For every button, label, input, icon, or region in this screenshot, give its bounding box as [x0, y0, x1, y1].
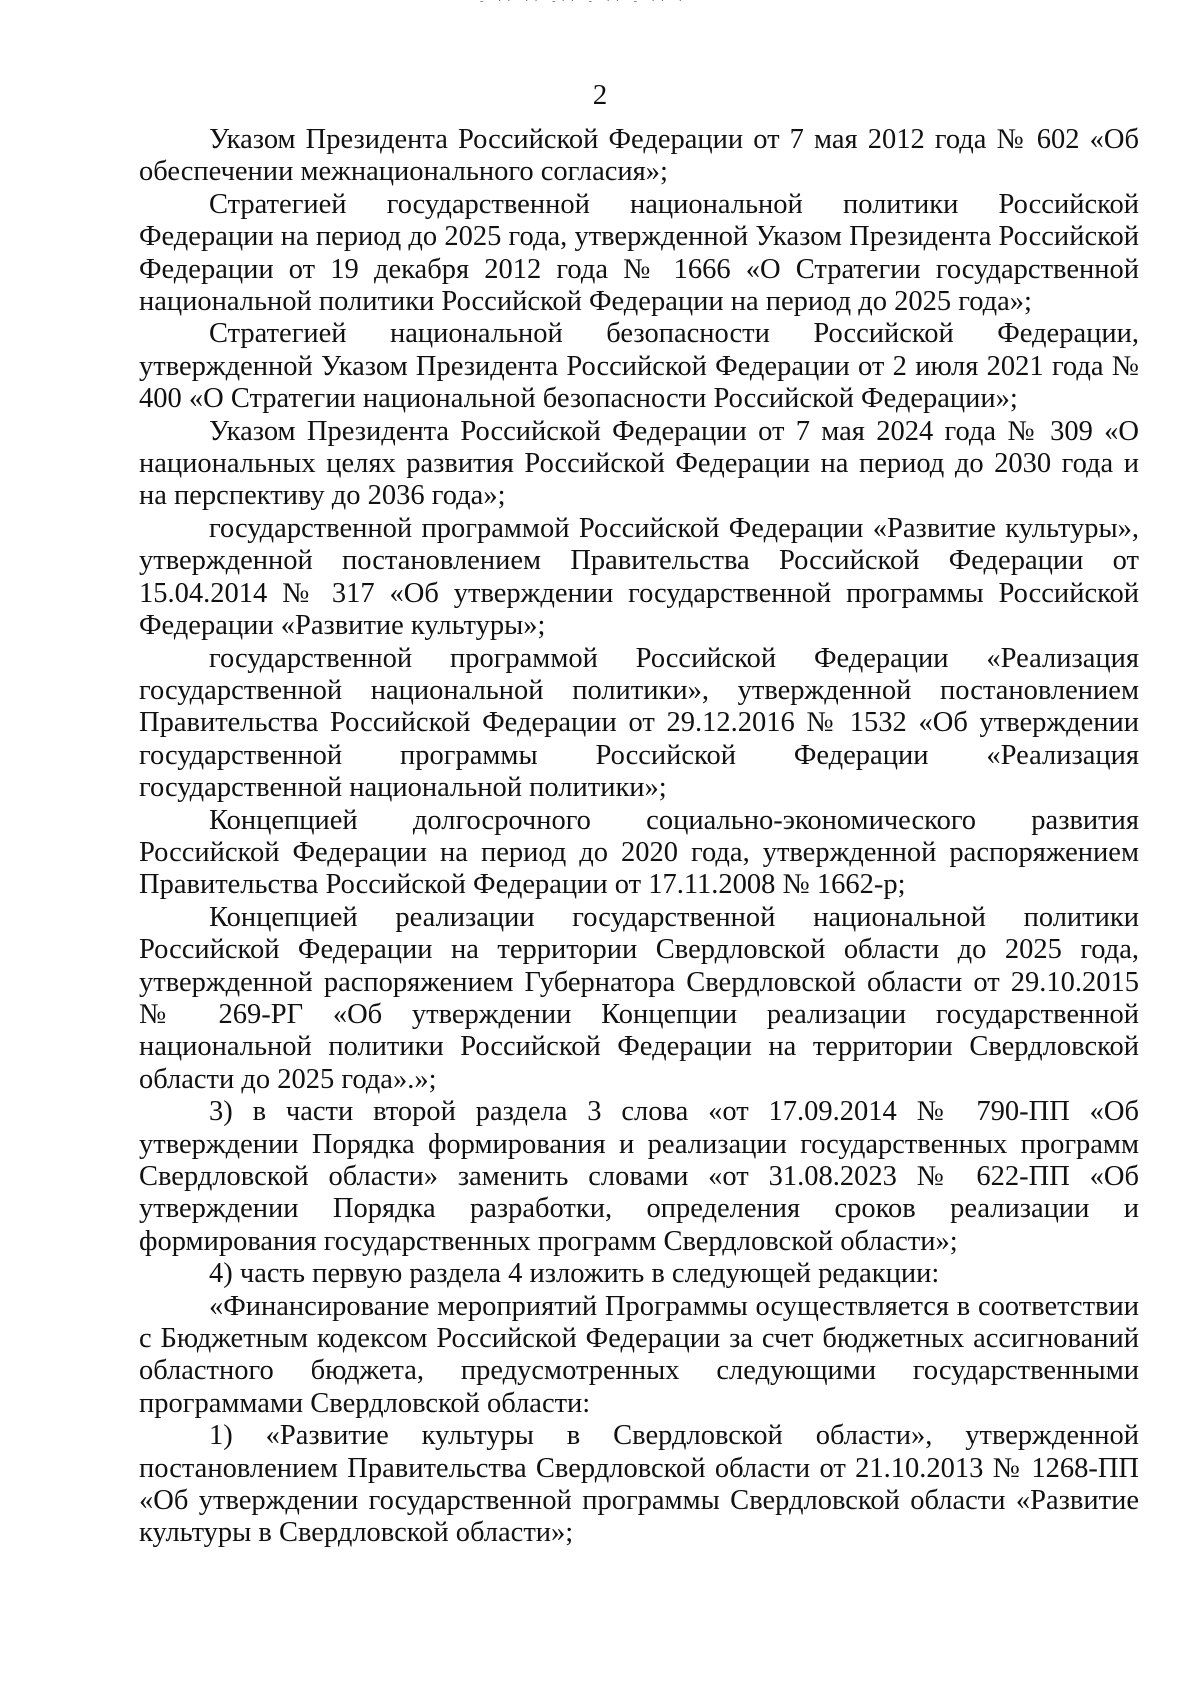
paragraph-financing: «Финансирование мероприятий Программы осуществляется в соответствии с Бюджетным кодексом Российской Федерации за счет бюджетных ассигнований областного бюджета, предусмотренных следующими государственными программами Свердловской области: [139, 1290, 1139, 1419]
paragraph-concept-long-term: Концепцией долгосрочного социально-экономического развития Российской Федерации на период до 2020 года, утвержденной распоряжением Правительства Российской Федерации от 17.11.2008 № 1662-р; [139, 804, 1139, 901]
paragraph-program-culture: государственной программой Российской Федерации «Развитие культуры», утвержденной постановлением Правительства Российской Федерации от 15.04.2014 № 317 «Об утверждении государственной программы Российской Федерации «Развитие культуры»; [139, 512, 1139, 642]
paragraph-decree-602: Указом Президента Российской Федерации от 7 мая 2012 года № 602 «Об обеспечении межнационального согласия»; [139, 124, 1139, 188]
scan-artifact-mark: - ·· ·· -·· - ·· - ·· · [480, 0, 688, 6]
paragraph-item-4: 4) часть первую раздела 4 изложить в следующей редакции: [209, 1258, 940, 1290]
paragraph-program-national-policy: государственной программой Российской Федерации «Реализация государственной национальной политики», утвержденной постановлением Правительства Российской Федерации от 29.12.2016 № 1532 «Об утверждении государственной программы Российской Федерации «Реализация государственной национальной политики»; [139, 642, 1139, 804]
paragraph-strategy-national-policy: Стратегией государственной национальной политики Российской Федерации на период до 2025 года, утвержденной Указом Президента Российской Федерации от 19 декабря 2012 года № 1666 «О Стратегии государственной национальной политики Российской Федерации на период до 2025 года»; [139, 188, 1139, 318]
paragraph-decree-309: Указом Президента Российской Федерации от 7 мая 2024 года № 309 «О национальных целях развития Российской Федерации на период до 2030 года и на перспективу до 2036 года»; [139, 415, 1139, 512]
document-body [139, 124, 1139, 1550]
paragraph-strategy-national-security: Стратегией национальной безопасности Российской Федерации, утвержденной Указом Президента Российской Федерации от 2 июля 2021 года № 400 «О Стратегии национальной безопасности Российской Федерации»; [139, 318, 1139, 415]
paragraph-subitem-1: 1) «Развитие культуры в Свердловской области», утвержденной постановлением Правительства Свердловской области от 21.10.2013 № 1268-ПП «Об утверждении государственной программы Свердловской области «Развитие культуры в Свердловской области»; [139, 1420, 1139, 1549]
paragraph-item-3: 3) в части второй раздела 3 слова «от 17.09.2014 № 790-ПП «Об утверждении Порядка формирования и реализации государственных программ Свердловской области» заменить словами «от 31.08.2023 № 622-ПП «Об утверждении Порядка разработки, определения сроков реализации и формирования государственных программ Свердловской области»; [139, 1096, 1139, 1257]
paragraph-concept-sverdlovsk: Концепцией реализации государственной национальной политики Российской Федерации на территории Свердловской области до 2025 года, утвержденной распоряжением Губернатора Свердловской области от 29.10.2015 № 269-РГ «Об утверждении Концепции реализации государственной национальной политики Российской Федерации на территории Свердловской области до 2025 года».»; [139, 901, 1139, 1095]
page-number: 2 [592, 79, 608, 111]
